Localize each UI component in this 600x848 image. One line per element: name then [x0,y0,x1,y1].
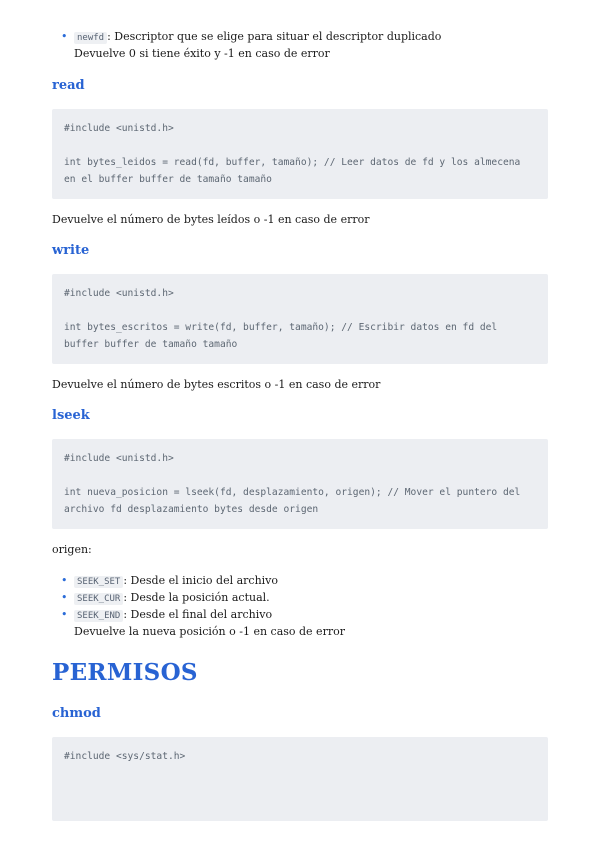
newfd-bullet-block [52,29,548,62]
inline-code: SEEK_CUR [74,593,123,605]
option-text: : Desde el final del archivo [123,608,273,621]
bullet-icon: • [61,608,68,621]
bullet-icon: • [61,574,68,587]
inline-code: SEEK_END [74,610,123,622]
lseek-heading: lseek [52,408,90,423]
section-title: PERMISOS [52,659,198,686]
code-line: #include <sys/stat.h> [64,751,186,762]
option-text: : Desde el inicio del archivo [123,574,279,587]
list-item [52,607,548,624]
read-return-text: Devuelve el número de bytes leídos o -1 en caso de error [52,213,370,226]
bullet-text: : Descriptor que se elige para situar el descriptor duplicado [107,30,442,43]
option-text: : Desde la posición actual. [123,591,270,604]
bullet-icon: • [61,30,68,43]
origen-label: origen: [52,543,92,556]
write-heading: write [52,243,90,258]
code-line: #include <unistd.h> [64,288,174,299]
code-line: #include <unistd.h> [64,123,174,134]
read-heading: read [52,78,85,93]
list-item [52,29,548,46]
return-note: Devuelve la nueva posición o -1 en caso de error [74,625,345,638]
inline-code: SEEK_SET [74,576,123,588]
bullet-icon: • [61,591,68,604]
lseek-code-block [52,439,548,529]
list-item [52,590,548,607]
write-return-text: Devuelve el número de bytes escritos o -1 en caso de error [52,378,381,391]
origen-options [52,573,548,640]
code-line: #include <unistd.h> [64,453,174,464]
chmod-heading: chmod [52,706,101,721]
code-line: int nueva_posicion = lseek(fd, desplazamiento, origen); // Mover el puntero del archivo fd desplazamiento bytes desde origen [64,487,527,515]
code-line: int bytes_escritos = write(fd, buffer, tamaño); // Escribir datos en fd del buffer buffer de tamaño tamaño [64,322,503,350]
read-code-block [52,109,548,199]
return-note: Devuelve 0 si tiene éxito y -1 en caso de error [74,47,330,60]
code-line: int bytes_leidos = read(fd, buffer, tamaño); // Leer datos de fd y los almecena en el buffer buffer de tamaño tamaño [64,157,527,185]
write-code-block [52,274,548,364]
chmod-code-block [52,737,548,821]
list-item [52,573,548,590]
inline-code: newfd [74,32,107,44]
